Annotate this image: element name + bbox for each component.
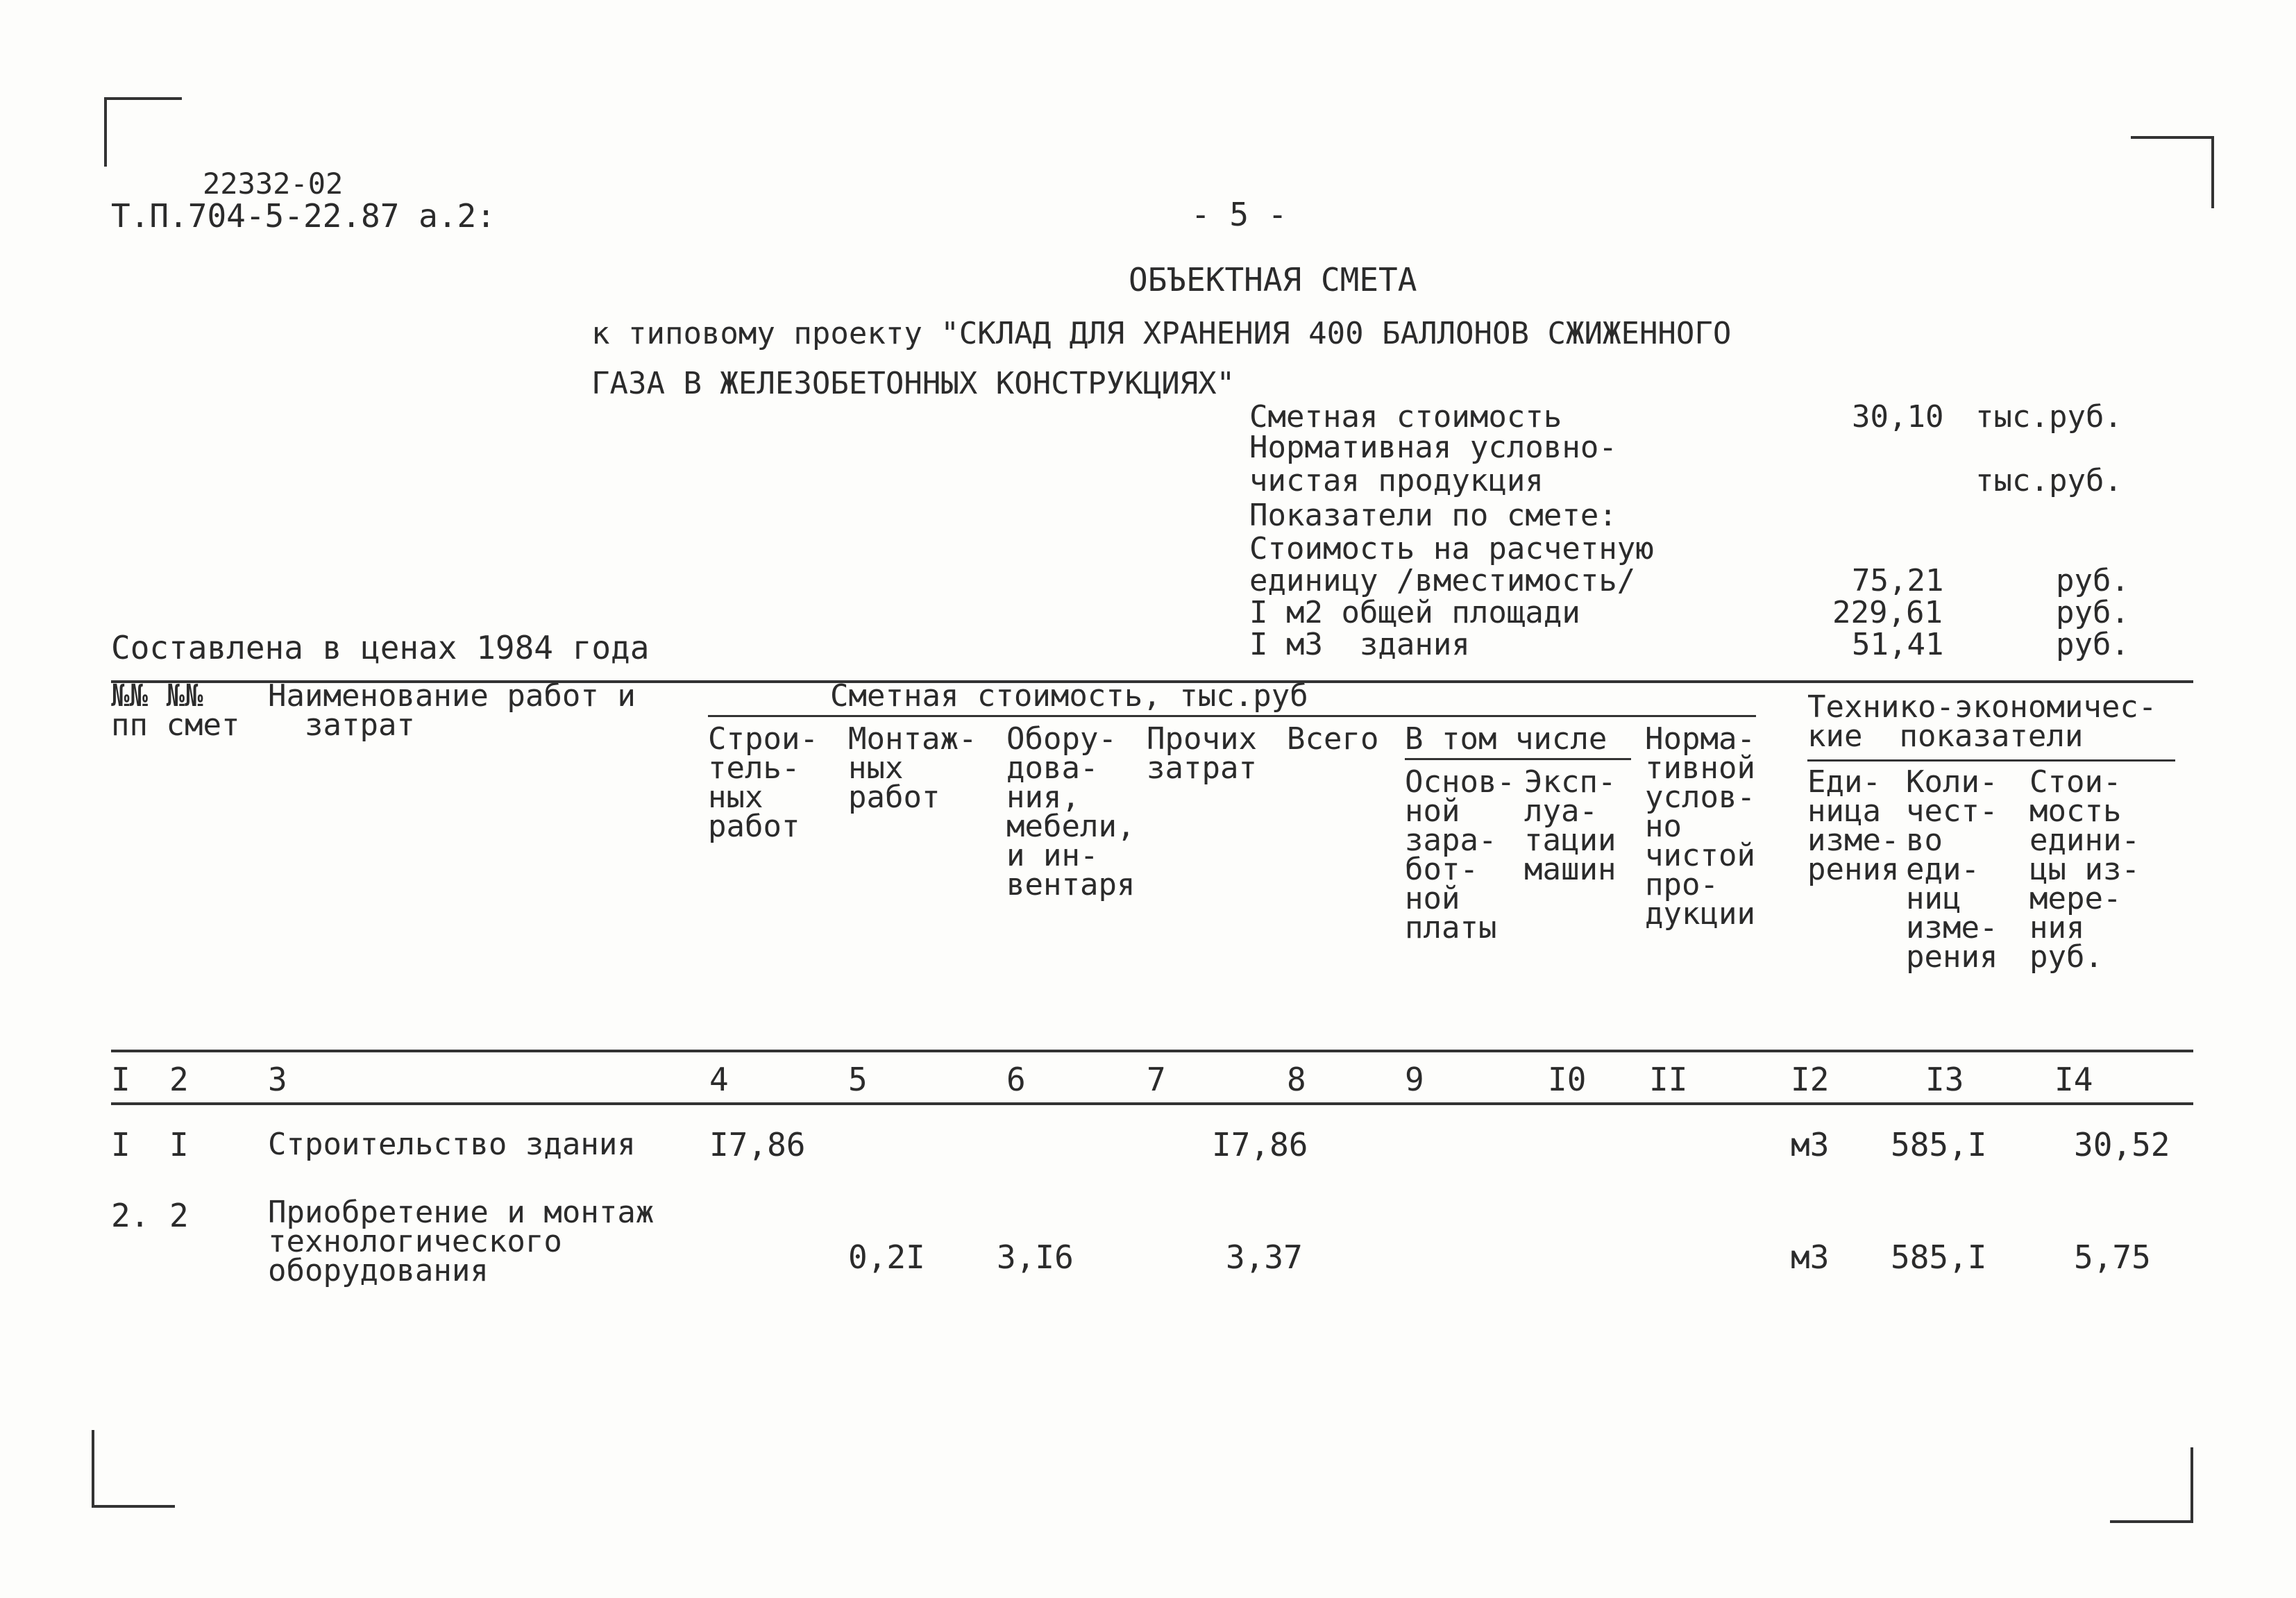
- row-construction: I7,86: [709, 1126, 806, 1163]
- table-colnum-bottom-rule: [111, 1102, 2193, 1105]
- header-equipment: Обору- дова- ния, мебели, и ин- вентаря: [1006, 721, 1136, 902]
- summary-unit-cost-unit: руб.: [2056, 563, 2129, 598]
- row-equipment: 3,I6: [997, 1238, 1074, 1276]
- colnum-5: 5: [848, 1061, 868, 1098]
- header-tech-underline: [1807, 759, 2175, 762]
- colnum-3: 3: [268, 1061, 287, 1098]
- header-cost-group: Сметная стоимость, тыс.руб: [830, 678, 1308, 714]
- corner-mark-bottom-right-v: [2191, 1447, 2193, 1522]
- row-unit-cost: 30,52: [2074, 1126, 2170, 1163]
- row-unit-cost: 5,75: [2074, 1238, 2151, 1276]
- summary-norm-unit: тыс.руб.: [1975, 463, 2122, 498]
- summary-cost-value: 30,10: [1852, 399, 1944, 435]
- summary-cost-label: Сметная стоимость: [1249, 399, 1562, 435]
- summary-volume-value: 51,41: [1852, 627, 1944, 662]
- row-name: Строительство здания: [268, 1127, 636, 1162]
- header-cost-underline: [708, 715, 1756, 717]
- page-number: - 5 -: [1191, 196, 1288, 233]
- header-tech-group: Технико-экономичес- кие показатели: [1807, 689, 2157, 754]
- row-unit: м3: [1791, 1126, 1830, 1163]
- header-unit-cost: Стои- мость едини- цы из- мере- ния руб.: [2029, 764, 2140, 975]
- colnum-1: I: [111, 1061, 130, 1098]
- row-unit: м3: [1791, 1238, 1830, 1276]
- row-smeta: 2: [169, 1197, 189, 1234]
- colnum-11: II: [1649, 1061, 1688, 1098]
- corner-mark-bottom-left-v: [92, 1430, 94, 1506]
- header-mounting: Монтаж- ных работ: [848, 721, 977, 815]
- header-machines: Эксп- луа- тации машин: [1524, 764, 1617, 887]
- header-numbers: №№ №№ пп смет: [111, 678, 240, 743]
- summary-volume-label: I м3 здания: [1249, 627, 1470, 662]
- row-number: 2.: [111, 1197, 150, 1234]
- summary-cost-unit: тыс.руб.: [1975, 399, 2122, 435]
- summary-volume-unit: руб.: [2056, 627, 2129, 662]
- row-number: I: [111, 1126, 130, 1163]
- summary-unit-cost-label-2: единицу /вместимость/: [1249, 563, 1636, 598]
- corner-mark-top-right-h: [2131, 136, 2214, 139]
- summary-indicators-label: Показатели по смете:: [1249, 498, 1617, 533]
- corner-mark-top-left-h: [104, 97, 182, 100]
- header-norm-product: Норма- тивной услов- но чистой про- дукции: [1645, 721, 1755, 932]
- colnum-12: I2: [1791, 1061, 1830, 1098]
- header-quantity: Коли- чест- во еди- ниц изме- рения: [1906, 764, 1998, 975]
- colnum-10: I0: [1548, 1061, 1587, 1098]
- corner-mark-bottom-right-h: [2110, 1520, 2193, 1523]
- row-quantity: 585,I: [1891, 1126, 1987, 1163]
- header-wage: Основ- ной зара- бот- ной платы: [1405, 764, 1515, 945]
- archive-number: 22332-02: [203, 167, 344, 201]
- row-mounting: 0,2I: [848, 1238, 925, 1276]
- colnum-2: 2: [169, 1061, 189, 1098]
- colnum-7: 7: [1147, 1061, 1166, 1098]
- header-other: Прочих затрат: [1147, 721, 1257, 786]
- header-construction: Строи- тель- ных работ: [708, 721, 818, 844]
- header-total: Всего: [1287, 721, 1379, 757]
- header-name: Наименование работ и затрат: [268, 678, 636, 743]
- summary-area-unit: руб.: [2056, 595, 2129, 630]
- colnum-6: 6: [1006, 1061, 1026, 1098]
- table-header-bottom-rule: [111, 1050, 2193, 1052]
- header-including-underline: [1405, 758, 1631, 760]
- document-subtitle-line1: к типовому проекту "СКЛАД ДЛЯ ХРАНЕНИЯ 400 БАЛЛОНОВ СЖИЖЕННОГО: [591, 316, 1732, 351]
- summary-area-value: 229,61: [1832, 595, 1943, 630]
- summary-area-label: I м2 общей площади: [1249, 595, 1580, 630]
- summary-unit-cost-value: 75,21: [1852, 563, 1944, 598]
- header-including: В том числе: [1405, 721, 1607, 757]
- row-quantity: 585,I: [1891, 1238, 1987, 1276]
- summary-norm-label-2: чистая продукция: [1249, 463, 1544, 498]
- colnum-8: 8: [1287, 1061, 1306, 1098]
- colnum-9: 9: [1405, 1061, 1424, 1098]
- prices-note: Составлена в ценах 1984 года: [111, 629, 650, 666]
- colnum-13: I3: [1925, 1061, 1964, 1098]
- summary-unit-cost-label-1: Стоимость на расчетную: [1249, 531, 1654, 566]
- corner-mark-bottom-left-h: [92, 1505, 175, 1508]
- corner-mark-top-right-v: [2211, 136, 2214, 208]
- colnum-4: 4: [709, 1061, 729, 1098]
- summary-norm-label-1: Нормативная условно-: [1249, 430, 1617, 465]
- corner-mark-top-left-v: [104, 97, 107, 167]
- row-smeta: I: [169, 1126, 189, 1163]
- document-subtitle-line2: ГАЗА В ЖЕЛЕЗОБЕТОННЫХ КОНСТРУКЦИЯХ": [591, 366, 1235, 401]
- project-code: Т.П.704-5-22.87 а.2:: [111, 197, 496, 235]
- colnum-14: I4: [2054, 1061, 2093, 1098]
- document-title: ОБЪЕКТНАЯ СМЕТА: [1129, 261, 1417, 298]
- row-total: I7,86: [1212, 1126, 1308, 1163]
- row-name: Приобретение и монтаж технологического оборудования: [268, 1195, 655, 1288]
- row-total: 3,37: [1226, 1238, 1303, 1276]
- header-unit: Еди- ница изме- рения: [1807, 764, 1900, 887]
